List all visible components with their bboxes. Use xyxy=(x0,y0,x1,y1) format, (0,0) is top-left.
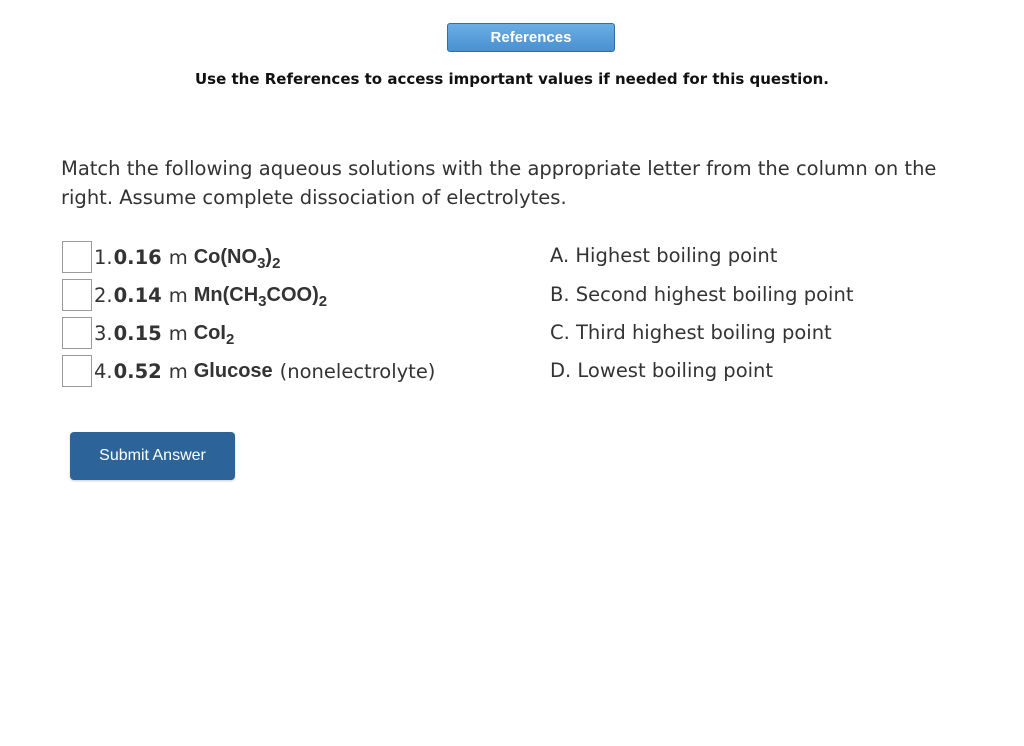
item-note: (nonelectrolyte) xyxy=(279,359,436,383)
references-button[interactable]: References xyxy=(447,23,615,52)
item-concentration: 0.16 xyxy=(113,245,162,269)
match-item-3 xyxy=(62,316,234,350)
match-item-4 xyxy=(62,354,435,388)
item-number: 3. xyxy=(94,321,113,345)
answer-input-3[interactable] xyxy=(62,317,92,349)
item-unit: m xyxy=(168,321,188,345)
item-concentration: 0.52 xyxy=(113,359,162,383)
item-concentration: 0.14 xyxy=(113,283,162,307)
item-number: 2. xyxy=(94,283,113,307)
references-note: Use the References to access important values if needed for this question. xyxy=(195,70,829,88)
item-unit: m xyxy=(168,245,188,269)
item-number: 1. xyxy=(94,245,113,269)
item-number: 4. xyxy=(94,359,113,383)
answer-input-1[interactable] xyxy=(62,241,92,273)
item-formula: $Co(NO_3)_2$ xyxy=(193,245,281,272)
question-text: Match the following aqueous solutions with the appropriate letter from the column on the right. Assume complete dissociation of electrolytes. xyxy=(61,157,937,209)
item-formula: CoI$_2$ xyxy=(193,321,235,348)
item-unit: m xyxy=(168,359,188,383)
item-formula: Glucose xyxy=(193,359,273,382)
choice-c: C. Third highest boiling point xyxy=(550,321,832,344)
answer-input-4[interactable] xyxy=(62,355,92,387)
item-concentration: 0.15 xyxy=(113,321,162,345)
choice-a: A. Highest boiling point xyxy=(550,244,778,267)
item-formula: $Mn(CH_3COO)_2$ xyxy=(193,283,328,310)
match-item-1 xyxy=(62,240,280,274)
item-unit: m xyxy=(168,283,188,307)
submit-answer-button[interactable]: Submit Answer xyxy=(70,432,235,480)
match-item-2 xyxy=(62,278,327,312)
choice-d: D. Lowest boiling point xyxy=(550,359,774,382)
answer-input-2[interactable] xyxy=(62,279,92,311)
choice-b: B. Second highest boiling point xyxy=(550,283,854,306)
